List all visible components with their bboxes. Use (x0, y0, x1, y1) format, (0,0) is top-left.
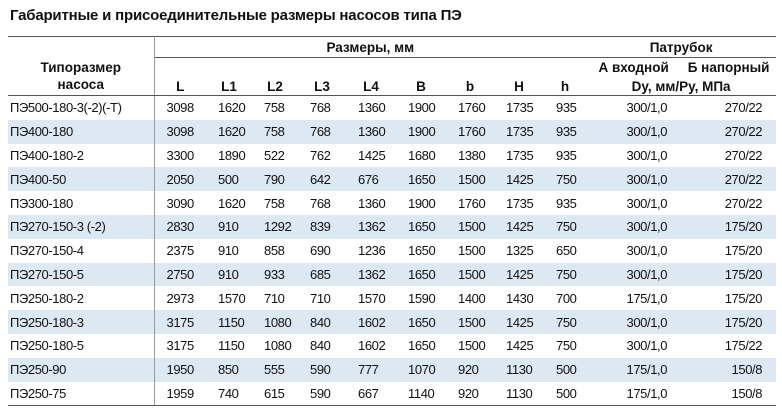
nozzle-header: Патрубок (586, 37, 776, 58)
cell-l2: 615 (252, 382, 298, 406)
cell-bn: 175/22 (724, 338, 763, 354)
cell-a: 175/1,0 (586, 382, 681, 406)
cell-l1: 850 (206, 358, 252, 382)
cell-a: 300/1,0 (626, 147, 668, 163)
cell-b: 1140 (396, 382, 446, 406)
cell-l2: 710 (264, 290, 285, 306)
cell-a: 300/1,0 (626, 338, 668, 354)
cell-bn: 270/22 (681, 167, 776, 191)
inlet-header: А входной (598, 59, 669, 75)
cell-l3: 642 (298, 167, 346, 191)
cell-name: ПЭ250-75 (8, 382, 154, 406)
cell-b: 1650 (396, 215, 446, 239)
cell-h: 935 (544, 120, 586, 144)
cell-l: 2750 (154, 263, 206, 287)
table-row (8, 239, 776, 263)
col-header-B: B (396, 58, 446, 96)
cell-name: ПЭ300-180 (8, 191, 154, 215)
cell-l4: 1425 (358, 147, 386, 163)
table-row (8, 382, 776, 406)
cell-b: 1500 (446, 310, 494, 334)
cell-l3: 690 (310, 243, 331, 259)
cell-l2: 790 (252, 167, 298, 191)
cell-b: 920 (446, 358, 494, 382)
cell-h: 750 (544, 263, 586, 287)
cell-h: 500 (544, 382, 586, 406)
cell-b: 1760 (458, 100, 486, 116)
cell-h: 1425 (494, 167, 544, 191)
cell-b: 1900 (408, 195, 436, 211)
cell-l4: 1236 (358, 243, 386, 259)
cell-h: 1425 (494, 263, 544, 287)
cell-l1: 1620 (206, 120, 252, 144)
cell-a: 300/1,0 (586, 215, 681, 239)
cell-l: 1959 (154, 382, 206, 406)
cell-l: 2050 (154, 167, 206, 191)
cell-h: 1425 (494, 215, 544, 239)
cell-l: 3175 (166, 338, 194, 354)
col-header-L: L (154, 58, 206, 96)
cell-l4: 1362 (346, 263, 396, 287)
cell-l3: 768 (310, 100, 331, 116)
cell-l1: 1620 (218, 100, 246, 116)
col-header-L4: L4 (346, 58, 396, 96)
cell-l1: 910 (218, 243, 239, 259)
cell-bn: 150/8 (681, 358, 776, 382)
cell-l3: 768 (310, 195, 331, 211)
cell-l: 3098 (166, 100, 194, 116)
cell-l1: 1620 (218, 195, 246, 211)
cell-l1: 500 (206, 167, 252, 191)
cell-a: 300/1,0 (586, 120, 681, 144)
cell-l: 1950 (154, 358, 206, 382)
cell-b: 1760 (458, 195, 486, 211)
cell-h: 1425 (494, 310, 544, 334)
cell-b: 1900 (408, 100, 436, 116)
cell-l1: 1150 (206, 310, 252, 334)
cell-l2: 1292 (252, 215, 298, 239)
cell-l3: 840 (298, 310, 346, 334)
cell-b: 1650 (396, 263, 446, 287)
cell-h: 750 (544, 167, 586, 191)
cell-bn: 175/20 (681, 310, 776, 334)
cell-l3: 685 (298, 263, 346, 287)
col-header-h: h (544, 58, 586, 96)
col-header-b: b (446, 58, 494, 96)
cell-l4: 1570 (358, 290, 386, 306)
cell-l2: 522 (264, 147, 285, 163)
cell-b: 1500 (458, 338, 486, 354)
cell-name: ПЭ400-180 (8, 120, 154, 144)
cell-l4: 1360 (358, 195, 386, 211)
col-header-H: H (494, 58, 544, 96)
cell-l3: 768 (298, 120, 346, 144)
page-title: Габаритные и присоединительные размеры насосов типа ПЭ (10, 7, 462, 24)
cell-b: 1650 (396, 167, 446, 191)
cell-l: 3098 (154, 120, 206, 144)
nozzle-units-header: Dy, мм/Py, МПа (586, 76, 776, 96)
cell-a: 300/1,0 (626, 195, 668, 211)
cell-b: 1590 (408, 290, 436, 306)
cell-a: 175/1,0 (626, 290, 668, 306)
cell-l1: 910 (206, 263, 252, 287)
cell-l1: 740 (206, 382, 252, 406)
cell-h: 1735 (506, 147, 534, 163)
cell-b: 1500 (446, 263, 494, 287)
dimensions-header: Размеры, мм (154, 37, 586, 58)
cell-l: 2830 (154, 215, 206, 239)
table-row (8, 358, 776, 382)
cell-l4: 1362 (346, 215, 396, 239)
cell-name: ПЭ250-180-5 (8, 334, 154, 358)
cell-l3: 710 (310, 290, 331, 306)
cell-h: 700 (556, 290, 577, 306)
cell-l4: 1360 (358, 100, 386, 116)
cell-l1: 1890 (218, 147, 246, 163)
cell-h: 935 (556, 100, 577, 116)
cell-h: 935 (556, 147, 577, 163)
cell-l: 2375 (166, 243, 194, 259)
cell-h: 1735 (506, 195, 534, 211)
cell-bn: 270/22 (681, 120, 776, 144)
col-header-L3: L3 (298, 58, 346, 96)
cell-l4: 1602 (358, 338, 386, 354)
cell-b: 1400 (458, 290, 486, 306)
cell-h: 1735 (494, 120, 544, 144)
cell-bn: 270/22 (724, 147, 763, 163)
cell-h: 650 (556, 243, 577, 259)
cell-b: 1900 (396, 120, 446, 144)
table-row (8, 263, 776, 287)
table-row (8, 144, 776, 168)
cell-h: 1430 (506, 290, 534, 306)
cell-b: 1650 (396, 310, 446, 334)
cell-a: 300/1,0 (586, 263, 681, 287)
cell-name: ПЭ400-50 (8, 167, 154, 191)
cell-name: ПЭ270-150-5 (8, 263, 154, 287)
cell-name: ПЭ270-150-4 (8, 239, 154, 263)
cell-h: 750 (544, 215, 586, 239)
cell-a: 300/1,0 (586, 167, 681, 191)
cell-b: 1650 (408, 338, 436, 354)
cell-l: 2973 (166, 290, 194, 306)
cell-h: 1130 (494, 382, 544, 406)
col-header-L1: L1 (206, 58, 252, 96)
cell-l2: 555 (252, 358, 298, 382)
cell-h: 1325 (506, 243, 534, 259)
cell-l2: 758 (264, 100, 285, 116)
cell-h: 500 (544, 358, 586, 382)
outlet-header: Б напорный (687, 59, 770, 75)
cell-l3: 762 (310, 147, 331, 163)
cell-l1: 910 (206, 215, 252, 239)
table-row (8, 334, 776, 358)
table-row (8, 191, 776, 215)
table-body (8, 96, 776, 406)
cell-name: ПЭ250-180-2 (8, 286, 154, 310)
cell-bn: 270/22 (724, 100, 763, 116)
cell-l2: 858 (264, 243, 285, 259)
cell-l3: 840 (310, 338, 331, 354)
cell-l3: 590 (298, 382, 346, 406)
cell-l: 3175 (154, 310, 206, 334)
cell-l4: 1602 (346, 310, 396, 334)
cell-l1: 1150 (218, 338, 245, 354)
pump-dimensions-table (8, 36, 776, 406)
cell-bn: 175/20 (681, 215, 776, 239)
cell-l2: 758 (252, 120, 298, 144)
cell-a: 300/1,0 (626, 243, 668, 259)
cell-name: ПЭ400-180-2 (8, 144, 154, 168)
cell-h: 935 (556, 195, 577, 211)
cell-l1: 1570 (218, 290, 246, 306)
cell-b: 1760 (446, 120, 494, 144)
cell-l: 3090 (166, 195, 194, 211)
type-size-header: Типоразмер насоса (8, 37, 154, 96)
cell-b: 1500 (446, 167, 494, 191)
cell-a: 300/1,0 (586, 310, 681, 334)
cell-b: 1500 (458, 243, 486, 259)
table-row (8, 96, 776, 120)
cell-bn: 150/8 (681, 382, 776, 406)
cell-h: 1130 (494, 358, 544, 382)
table-row (8, 120, 776, 144)
table-row (8, 167, 776, 191)
table-row (8, 310, 776, 334)
table-row (8, 215, 776, 239)
cell-h: 750 (556, 338, 577, 354)
cell-l4: 676 (346, 167, 396, 191)
cell-b: 1680 (408, 147, 436, 163)
cell-a: 300/1,0 (626, 100, 668, 116)
cell-l4: 667 (346, 382, 396, 406)
cell-bn: 175/20 (724, 290, 763, 306)
cell-l2: 758 (264, 195, 285, 211)
cell-bn: 270/22 (724, 195, 763, 211)
cell-l2: 933 (252, 263, 298, 287)
cell-a: 175/1,0 (586, 358, 681, 382)
cell-h: 1425 (506, 338, 534, 354)
cell-b: 1070 (396, 358, 446, 382)
cell-b: 1380 (458, 147, 486, 163)
table-row (8, 286, 776, 310)
cell-h: 1735 (506, 100, 534, 116)
cell-b: 1500 (446, 215, 494, 239)
cell-name: ПЭ500-180-3(-2)(-Т) (8, 96, 154, 120)
cell-bn: 175/20 (681, 263, 776, 287)
col-header-L2: L2 (252, 58, 298, 96)
cell-name: ПЭ250-90 (8, 358, 154, 382)
cell-name: ПЭ270-150-3 (-2) (8, 215, 154, 239)
cell-l2: 1080 (252, 310, 298, 334)
cell-l3: 839 (298, 215, 346, 239)
cell-l2: 1080 (264, 338, 292, 354)
cell-name: ПЭ250-180-3 (8, 310, 154, 334)
cell-b: 1650 (408, 243, 436, 259)
cell-l4: 777 (346, 358, 396, 382)
cell-l3: 590 (298, 358, 346, 382)
cell-h: 750 (544, 310, 586, 334)
cell-bn: 175/20 (724, 243, 763, 259)
cell-l4: 1360 (346, 120, 396, 144)
cell-b: 920 (446, 382, 494, 406)
cell-l: 3300 (166, 147, 194, 163)
